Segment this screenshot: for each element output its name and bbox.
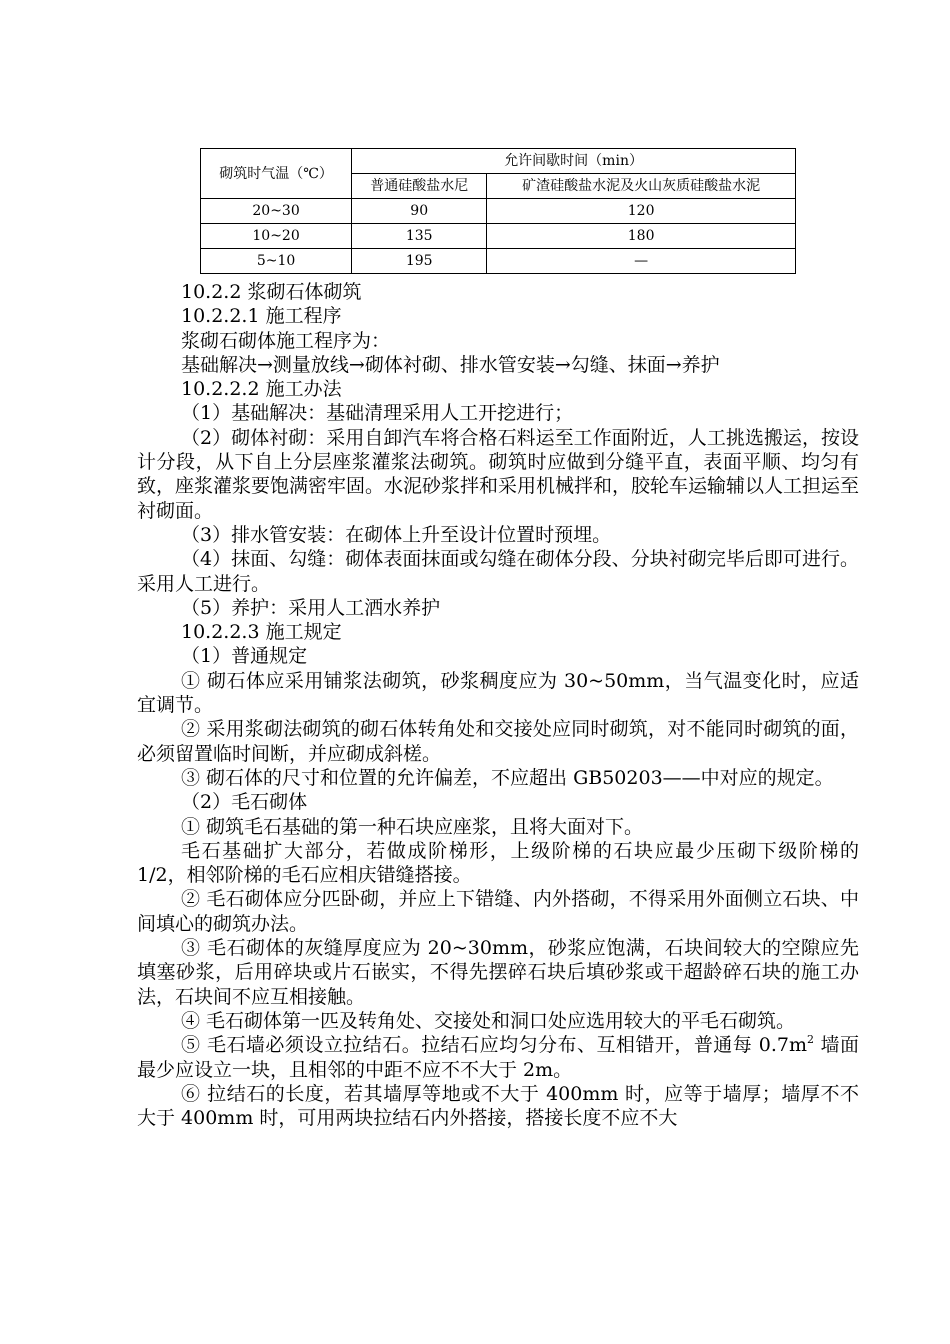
list-item: ⑥ 拉结石的长度，若其墙厚等地或不大于 400mm 时，应等于墙厚；墙厚不不大于 400mm 时，可用两块拉结石内外搭接，搭接长度不应不大 bbox=[137, 1082, 859, 1130]
list-item: （3）排水管安装：在砌体上升至设计位置时预埋。 bbox=[181, 523, 612, 546]
subsection-heading: 10.2.2.1 施工程序 bbox=[181, 305, 342, 328]
process-flow: 基础解决→测量放线→砌体衬砌、排水管安装→勾缝、抹面→养护 bbox=[181, 353, 720, 376]
header-slag-cement: 矿渣硅酸盐水泥及火山灰质硅酸盐水泥 bbox=[487, 174, 796, 199]
cell-temp: 5~10 bbox=[201, 249, 352, 274]
paragraph: 毛石基础扩大部分，若做成阶梯形，上级阶梯的石块应最少压砌下级阶梯的 1/2，相邻阶梯的毛石应相庆错缝搭接。 bbox=[137, 839, 859, 887]
cell-ordinary: 195 bbox=[352, 249, 487, 274]
paragraph: 浆砌石砌体施工程序为： bbox=[181, 329, 391, 352]
cell-ordinary: 135 bbox=[352, 224, 487, 249]
list-item: ② 采用浆砌法砌筑的砌石体转角处和交接处应同时砌筑，对不能同时砌筑的面，必须留置临时间断，并应砌成斜槎。 bbox=[137, 718, 859, 765]
text-fragment: 墙面最少应设立一块，且相邻的中距不应不不大于 2m。 bbox=[137, 1034, 859, 1081]
section-heading: 10.2.2 浆砌石体砌筑 bbox=[181, 281, 362, 303]
table-row bbox=[201, 224, 796, 249]
body-text bbox=[137, 280, 859, 1130]
list-item: （1）基础解决：基础清理采用人工开挖进行； bbox=[181, 402, 574, 425]
interval-time-table bbox=[200, 148, 796, 274]
list-item: （2）砌体衬砌：采用自卸汽车将合格石料运至工作面附近，人工挑选搬运，按设计分段，从下自上分层座浆灌浆法砌筑。砌筑时应做到分缝平直，表面平顺、均匀有致，座浆灌浆要饱满密牢固。水泥砂浆拌和采用机械拌和，胶轮车运输辅以人工担运至衬砌面。 bbox=[137, 426, 860, 522]
cell-temp: 10~20 bbox=[201, 224, 352, 249]
list-item: ③ 毛石砌体的灰缝厚度应为 20~30mm，砂浆应饱满，石块间较大的空隙应先填塞砂浆，后用碎块或片石嵌实，不得先摆碎石块后填砂浆或干超龄碎石块的施工办法，石块间不应互相接触。 bbox=[137, 937, 859, 1008]
list-item: （5）养护：采用人工洒水养护 bbox=[181, 596, 441, 619]
list-item: ① 砌筑毛石基础的第一种石块应座浆，且将大面对下。 bbox=[181, 815, 644, 838]
list-item: ① 砌石体应采用铺浆法砌筑，砂浆稠度应为 30~50mm，当气温变化时，应适宜调节。 bbox=[137, 669, 859, 717]
header-ordinary-cement: 普通硅酸盐水尼 bbox=[352, 174, 487, 199]
cell-slag: 120 bbox=[487, 199, 796, 224]
table-row bbox=[201, 199, 796, 224]
subsection-heading: 10.2.2.2 施工办法 bbox=[181, 378, 342, 401]
table-row bbox=[201, 249, 796, 274]
table-header-row bbox=[201, 149, 796, 174]
list-item bbox=[137, 1033, 859, 1082]
cell-slag: 180 bbox=[487, 224, 796, 249]
header-allowed-interval: 允许间歇时间（min） bbox=[352, 149, 796, 174]
list-heading: （1）普通规定 bbox=[181, 645, 308, 668]
list-item: ② 毛石砌体应分匹卧砌，并应上下错缝、内外搭砌，不得采用外面侧立石块、中间填心的砌筑办法。 bbox=[137, 888, 859, 935]
subsection-heading: 10.2.2.3 施工规定 bbox=[181, 621, 342, 644]
header-temperature: 砌筑时气温（℃） bbox=[201, 149, 352, 199]
text-fragment: ⑤ 毛石墙必须设立拉结石。拉结石应均匀分布、互相错开，普通每 0.7m bbox=[181, 1034, 807, 1057]
list-heading: （2）毛石砌体 bbox=[181, 791, 308, 814]
cell-ordinary: 90 bbox=[352, 199, 487, 224]
cell-temp: 20~30 bbox=[201, 199, 352, 224]
list-item: ④ 毛石砌体第一匹及转角处、交接处和洞口处应选用较大的平毛石砌筑。 bbox=[181, 1009, 796, 1032]
list-item: （4）抹面、勾缝：砌体表面抹面或勾缝在砌体分段、分块衬砌完毕后即可进行。采用人工进行。 bbox=[137, 548, 859, 595]
superscript: 2 bbox=[807, 1033, 814, 1047]
list-item: ③ 砌石体的尺寸和位置的允许偏差，不应超出 GB50203——中对应的规定。 bbox=[181, 766, 834, 789]
cell-slag: — bbox=[487, 249, 796, 274]
